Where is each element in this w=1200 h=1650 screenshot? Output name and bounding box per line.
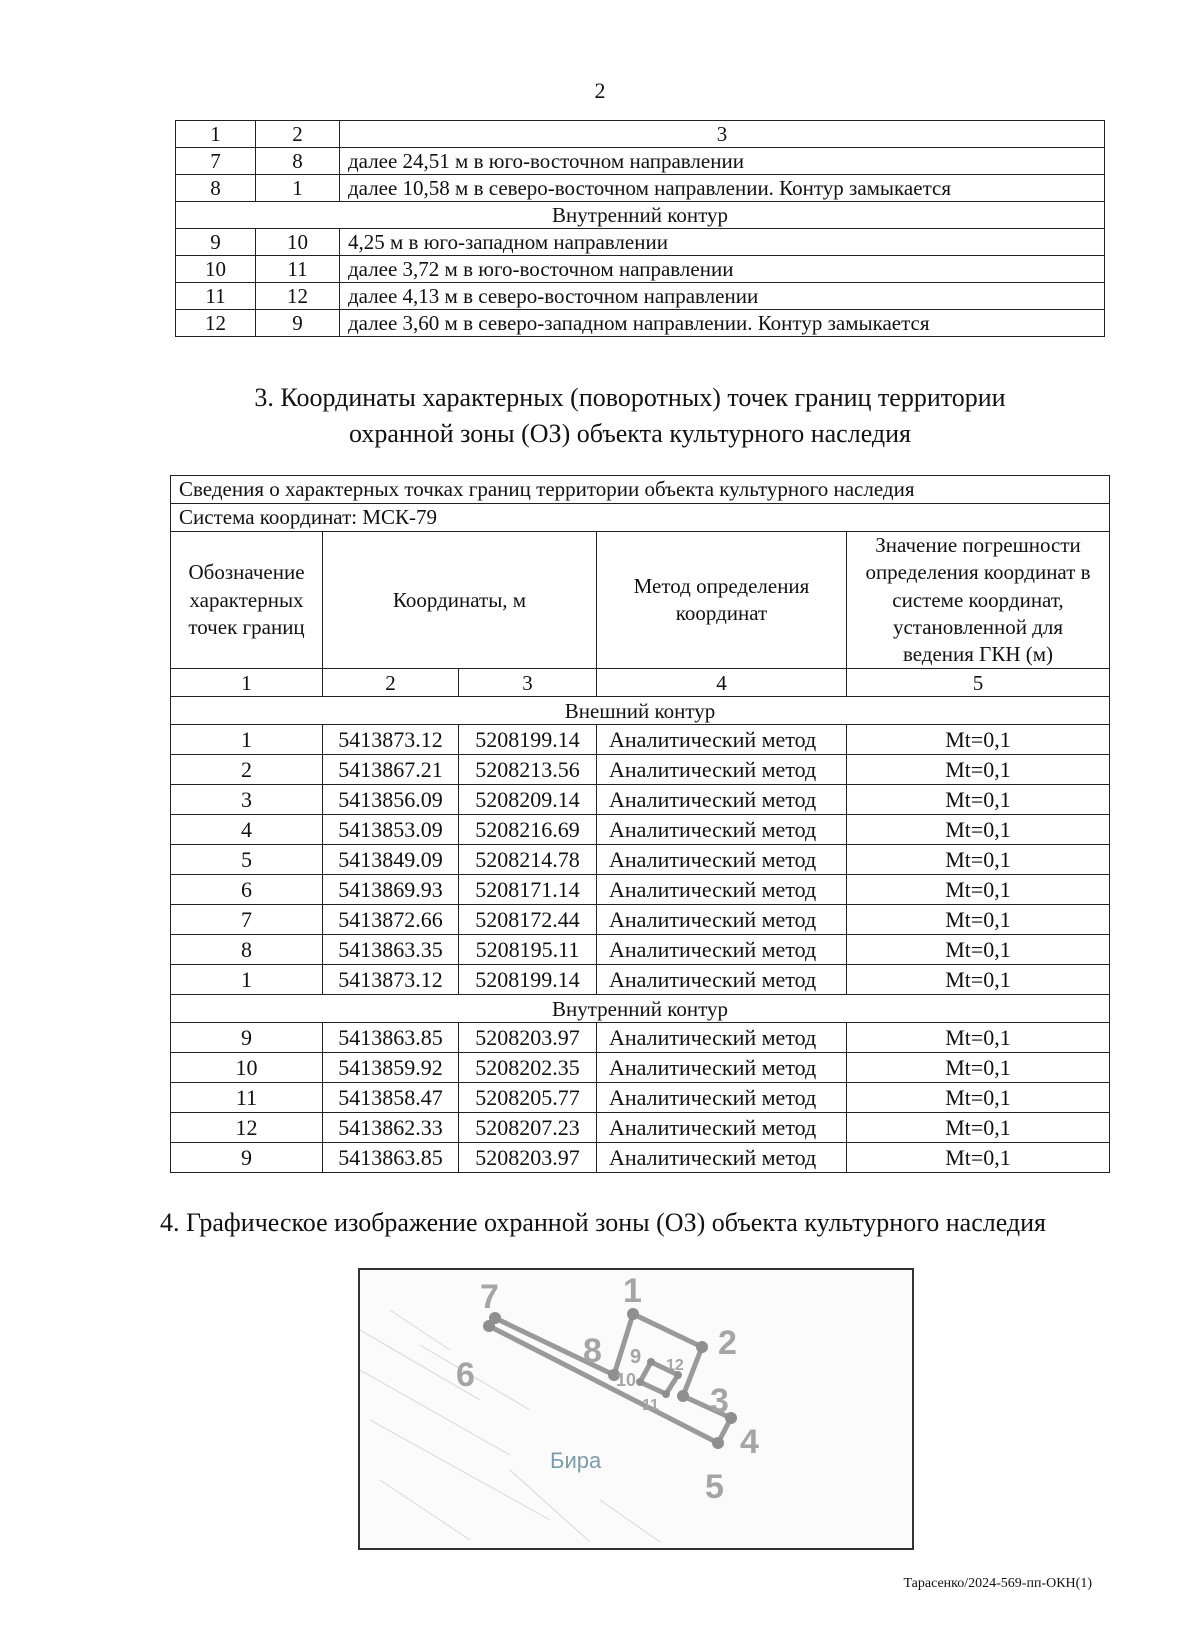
coordinate-row — [171, 1023, 1110, 1053]
coordinate-row — [171, 1053, 1110, 1083]
coord-x: 5413849.09 — [323, 845, 459, 875]
coord-y: 5208209.14 — [459, 785, 597, 815]
error-value: Mt=0,1 — [847, 905, 1110, 935]
coordinate-row — [171, 875, 1110, 905]
coord-y: 5208172.44 — [459, 905, 597, 935]
col-number: 3 — [459, 669, 597, 697]
coordinate-system: Система координат: МСК-79 — [171, 504, 1110, 532]
from-point: 12 — [176, 310, 256, 337]
inner-contour-label: Внутренний контур — [176, 202, 1105, 229]
to-point: 8 — [256, 148, 340, 175]
inner-contour-label: Внутренний контур — [171, 995, 1110, 1023]
point-id: 5 — [171, 845, 323, 875]
point-2-marker — [696, 1341, 708, 1353]
coordinate-row — [171, 905, 1110, 935]
method: Аналитический метод — [597, 815, 847, 845]
error-value: Mt=0,1 — [847, 785, 1110, 815]
from-point: 11 — [176, 283, 256, 310]
table-row — [176, 148, 1105, 175]
error-value: Mt=0,1 — [847, 725, 1110, 755]
protection-zone-map — [358, 1268, 914, 1550]
section-4-heading: 4. Графическое изображение охранной зоны (ОЗ) объекта культурного наследия — [160, 1208, 1047, 1237]
point-id: 11 — [171, 1083, 323, 1113]
method: Аналитический метод — [597, 965, 847, 995]
point-label: 9 — [630, 1346, 642, 1368]
coord-x: 5413856.09 — [323, 785, 459, 815]
col-coords-header: Координаты, м — [323, 532, 597, 669]
error-value: Mt=0,1 — [847, 845, 1110, 875]
from-point: 10 — [176, 256, 256, 283]
coordinate-row — [171, 1113, 1110, 1143]
outer-contour-rows — [171, 725, 1110, 995]
table-row — [176, 175, 1105, 202]
point-label: 4 — [740, 1423, 759, 1461]
header-cell: 1 — [176, 121, 256, 148]
table-caption: Сведения о характерных точках границ территории объекта культурного наследия — [171, 476, 1110, 504]
system-row — [171, 504, 1110, 532]
point-id: 12 — [171, 1113, 323, 1143]
point-id: 8 — [171, 935, 323, 965]
coord-x: 5413859.92 — [323, 1053, 459, 1083]
point-id: 7 — [171, 905, 323, 935]
coord-x: 5413858.47 — [323, 1083, 459, 1113]
error-value: Mt=0,1 — [847, 1083, 1110, 1113]
coordinate-row — [171, 815, 1110, 845]
point-id: 1 — [171, 965, 323, 995]
point-label: 3 — [710, 1382, 729, 1420]
point-label: 8 — [583, 1332, 602, 1370]
coord-x: 5413863.85 — [323, 1023, 459, 1053]
point-id: 10 — [171, 1053, 323, 1083]
coord-x: 5413873.12 — [323, 965, 459, 995]
coord-x: 5413869.93 — [323, 875, 459, 905]
coordinate-row — [171, 845, 1110, 875]
method: Аналитический метод — [597, 1083, 847, 1113]
method: Аналитический метод — [597, 1113, 847, 1143]
page-number: 2 — [594, 78, 606, 103]
section-3-heading — [180, 380, 1080, 452]
point-id: 6 — [171, 875, 323, 905]
point-10-marker — [636, 1378, 644, 1386]
coord-y: 5208205.77 — [459, 1083, 597, 1113]
coord-y: 5208213.56 — [459, 755, 597, 785]
method: Аналитический метод — [597, 1053, 847, 1083]
error-value: Mt=0,1 — [847, 965, 1110, 995]
error-value: Mt=0,1 — [847, 1053, 1110, 1083]
section-row — [171, 697, 1110, 725]
to-point: 12 — [256, 283, 340, 310]
coordinate-row — [171, 785, 1110, 815]
method: Аналитический метод — [597, 755, 847, 785]
coordinate-row — [171, 965, 1110, 995]
point-label: 5 — [705, 1468, 724, 1506]
segment-description: далее 3,72 м в юго-восточном направлении — [340, 256, 1105, 283]
point-label: 2 — [718, 1324, 737, 1362]
coord-x: 5413873.12 — [323, 725, 459, 755]
point-label: 10 — [616, 1370, 637, 1390]
section-3-line-1: 3. Координаты характерных (поворотных) точек границ территории — [254, 383, 1006, 412]
coord-y: 5208195.11 — [459, 935, 597, 965]
point-id: 4 — [171, 815, 323, 845]
coord-x: 5413853.09 — [323, 815, 459, 845]
point-label: 1 — [623, 1272, 642, 1310]
error-value: Mt=0,1 — [847, 1143, 1110, 1173]
coordinate-row — [171, 725, 1110, 755]
from-point: 8 — [176, 175, 256, 202]
point-label: 11 — [642, 1397, 659, 1414]
col-point-header: Обозначение характерных точек границ — [171, 532, 323, 669]
col-number: 5 — [847, 669, 1110, 697]
to-point: 9 — [256, 310, 340, 337]
col-number: 4 — [597, 669, 847, 697]
header-row — [171, 532, 1110, 669]
method: Аналитический метод — [597, 875, 847, 905]
coord-y: 5208207.23 — [459, 1113, 597, 1143]
error-value: Mt=0,1 — [847, 815, 1110, 845]
coord-x: 5413867.21 — [323, 755, 459, 785]
method: Аналитический метод — [597, 1023, 847, 1053]
method: Аналитический метод — [597, 905, 847, 935]
header-cell: 2 — [256, 121, 340, 148]
river-hatching — [360, 1310, 660, 1542]
to-point: 1 — [256, 175, 340, 202]
coord-y: 5208199.14 — [459, 725, 597, 755]
point-id: 2 — [171, 755, 323, 785]
from-point: 9 — [176, 229, 256, 256]
coord-y: 5208171.14 — [459, 875, 597, 905]
point-label: 12 — [666, 1357, 684, 1374]
table-row — [176, 229, 1105, 256]
document-reference: Тарасенко/2024-569-пп-ОКН(1) — [903, 1576, 1092, 1591]
to-point: 10 — [256, 229, 340, 256]
point-3-marker — [677, 1390, 689, 1402]
from-point: 7 — [176, 148, 256, 175]
error-value: Mt=0,1 — [847, 1023, 1110, 1053]
point-id: 9 — [171, 1143, 323, 1173]
inner-contour-rows — [171, 1023, 1110, 1173]
coord-x: 5413872.66 — [323, 905, 459, 935]
point-5-marker — [712, 1437, 724, 1449]
coordinate-row — [171, 755, 1110, 785]
coordinate-row — [171, 935, 1110, 965]
section-row — [176, 202, 1105, 229]
col-number: 2 — [323, 669, 459, 697]
coord-y: 5208203.97 — [459, 1143, 597, 1173]
coord-y: 5208214.78 — [459, 845, 597, 875]
coord-y: 5208216.69 — [459, 815, 597, 845]
column-number-row — [171, 669, 1110, 697]
point-9-marker — [647, 1358, 655, 1366]
table-header-row — [176, 121, 1105, 148]
river-label: Бира — [550, 1448, 602, 1473]
caption-row — [171, 476, 1110, 504]
method: Аналитический метод — [597, 785, 847, 815]
segment-description: далее 3,60 м в северо-западном направлении. Контур замыкается — [340, 310, 1105, 337]
coordinate-row — [171, 1083, 1110, 1113]
col-number: 1 — [171, 669, 323, 697]
point-id: 1 — [171, 725, 323, 755]
table-row — [176, 310, 1105, 337]
segment-description: далее 4,13 м в северо-восточном направлении — [340, 283, 1105, 310]
section-row — [171, 995, 1110, 1023]
col-error-header: Значение погрешности определения координат в системе координат, установленной для ведения ГКН (м) — [847, 532, 1110, 669]
error-value: Mt=0,1 — [847, 1113, 1110, 1143]
coordinate-row — [171, 1143, 1110, 1173]
segment-description: далее 24,51 м в юго-восточном направлении — [340, 148, 1105, 175]
point-id: 9 — [171, 1023, 323, 1053]
coord-y: 5208203.97 — [459, 1023, 597, 1053]
to-point: 11 — [256, 256, 340, 283]
point-label: 7 — [480, 1278, 499, 1316]
point-id: 3 — [171, 785, 323, 815]
header-cell: 3 — [340, 121, 1105, 148]
point-11-marker — [662, 1390, 670, 1398]
table-row — [176, 283, 1105, 310]
coordinates-table — [170, 475, 1110, 1173]
table-row — [176, 256, 1105, 283]
error-value: Mt=0,1 — [847, 875, 1110, 905]
col-method-header: Метод определения координат — [597, 532, 847, 669]
error-value: Mt=0,1 — [847, 935, 1110, 965]
boundary-description-table — [175, 120, 1105, 337]
map-drawing — [360, 1270, 912, 1548]
segment-description: далее 10,58 м в северо-восточном направлении. Контур замыкается — [340, 175, 1105, 202]
outer-contour-label: Внешний контур — [171, 697, 1110, 725]
coord-y: 5208199.14 — [459, 965, 597, 995]
section-3-line-2: охранной зоны (ОЗ) объекта культурного наследия — [348, 419, 911, 448]
method: Аналитический метод — [597, 725, 847, 755]
coord-x: 5413863.85 — [323, 1143, 459, 1173]
error-value: Mt=0,1 — [847, 755, 1110, 785]
method: Аналитический метод — [597, 1143, 847, 1173]
coord-x: 5413863.35 — [323, 935, 459, 965]
method: Аналитический метод — [597, 845, 847, 875]
coord-x: 5413862.33 — [323, 1113, 459, 1143]
point-label: 6 — [456, 1356, 475, 1394]
segment-description: 4,25 м в юго-западном направлении — [340, 229, 1105, 256]
method: Аналитический метод — [597, 935, 847, 965]
coord-y: 5208202.35 — [459, 1053, 597, 1083]
